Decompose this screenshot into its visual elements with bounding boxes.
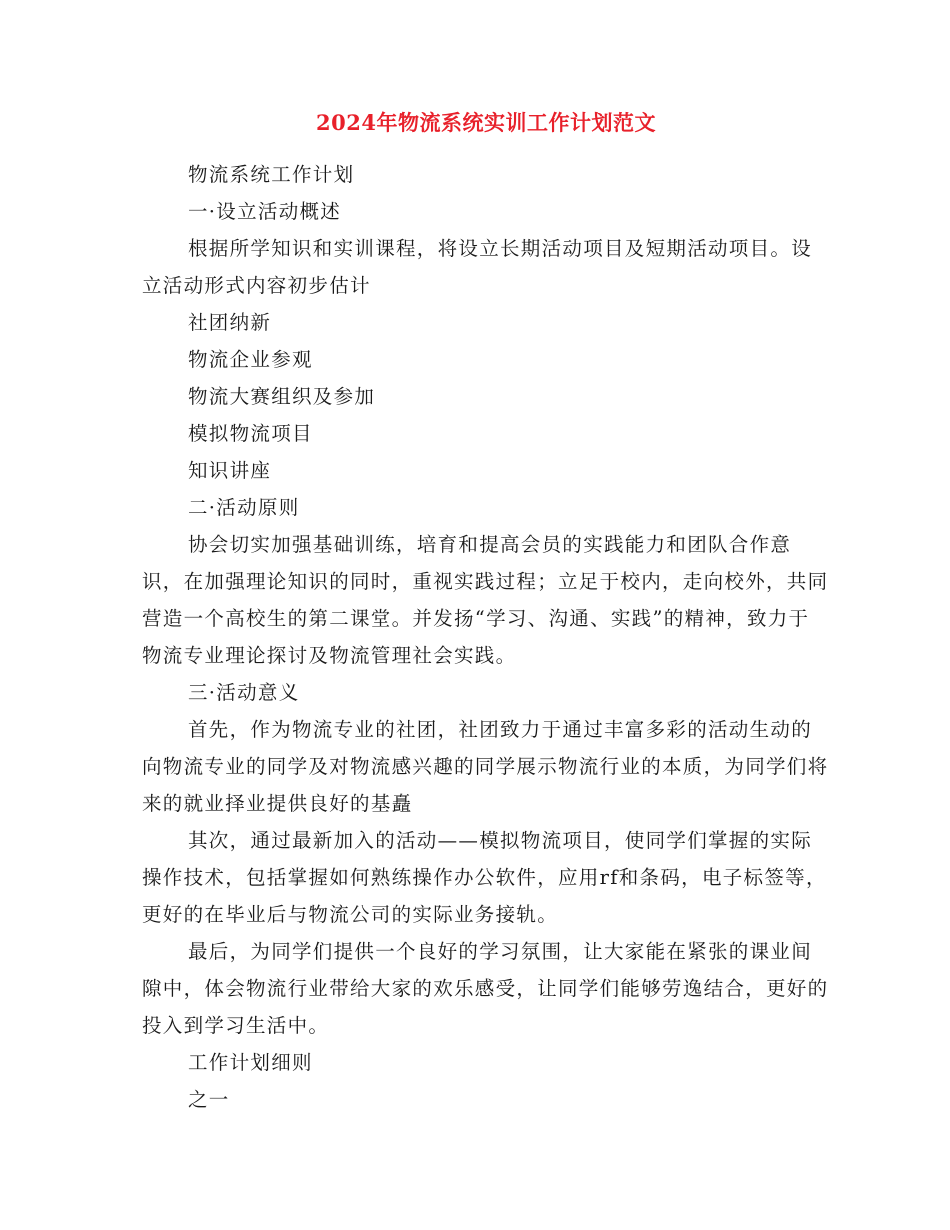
list-item: 模拟物流项目	[188, 422, 313, 445]
document-body	[142, 156, 830, 1118]
paragraph: 首先，作为物流专业的社团，社团致力于通过丰富多彩的活动生动的向物流专业的同学及对物流感兴趣的同学展示物流行业的本质，为同学们将来的就业择业提供良好的基矗	[142, 718, 829, 815]
section-heading: 工作计划细则	[188, 1051, 313, 1074]
list-item: 社团纳新	[188, 311, 272, 334]
list-item: 知识讲座	[188, 459, 272, 482]
section-heading: 二·活动原则	[188, 496, 300, 519]
paragraph: 之一	[188, 1088, 230, 1111]
paragraph: 协会切实加强基础训练，培育和提高会员的实践能力和团队合作意识，在加强理论知识的同时，重视实践过程；立足于校内，走向校外，共同营造一个高校生的第二课堂。并发扬“学习、沟通、实践”的精神，致力于物流专业理论探讨及物流管理社会实践。	[142, 533, 829, 667]
paragraph: 其次，通过最新加入的活动——模拟物流项目，使同学们掌握的实际操作技术，包括掌握如何熟练操作办公软件，应用rf和条码，电子标签等，更好的在毕业后与物流公司的实际业务接轨。	[142, 829, 827, 926]
paragraph: 根据所学知识和实训课程，将设立长期活动项目及短期活动项目。设立活动形式内容初步估计	[142, 237, 813, 297]
list-item: 物流企业参观	[188, 348, 313, 371]
section-heading: 三·活动意义	[188, 681, 300, 704]
document-title: 2024年物流系统实训工作计划范文	[316, 110, 656, 135]
section-heading: 一·设立活动概述	[188, 200, 342, 223]
paragraph: 最后，为同学们提供一个良好的学习氛围，让大家能在紧张的课业间隙中，体会物流行业带给大家的欢乐感受，让同学们能够劳逸结合，更好的投入到学习生活中。	[142, 940, 829, 1037]
paragraph: 物流系统工作计划	[188, 163, 355, 186]
list-item: 物流大赛组织及参加	[188, 385, 376, 408]
